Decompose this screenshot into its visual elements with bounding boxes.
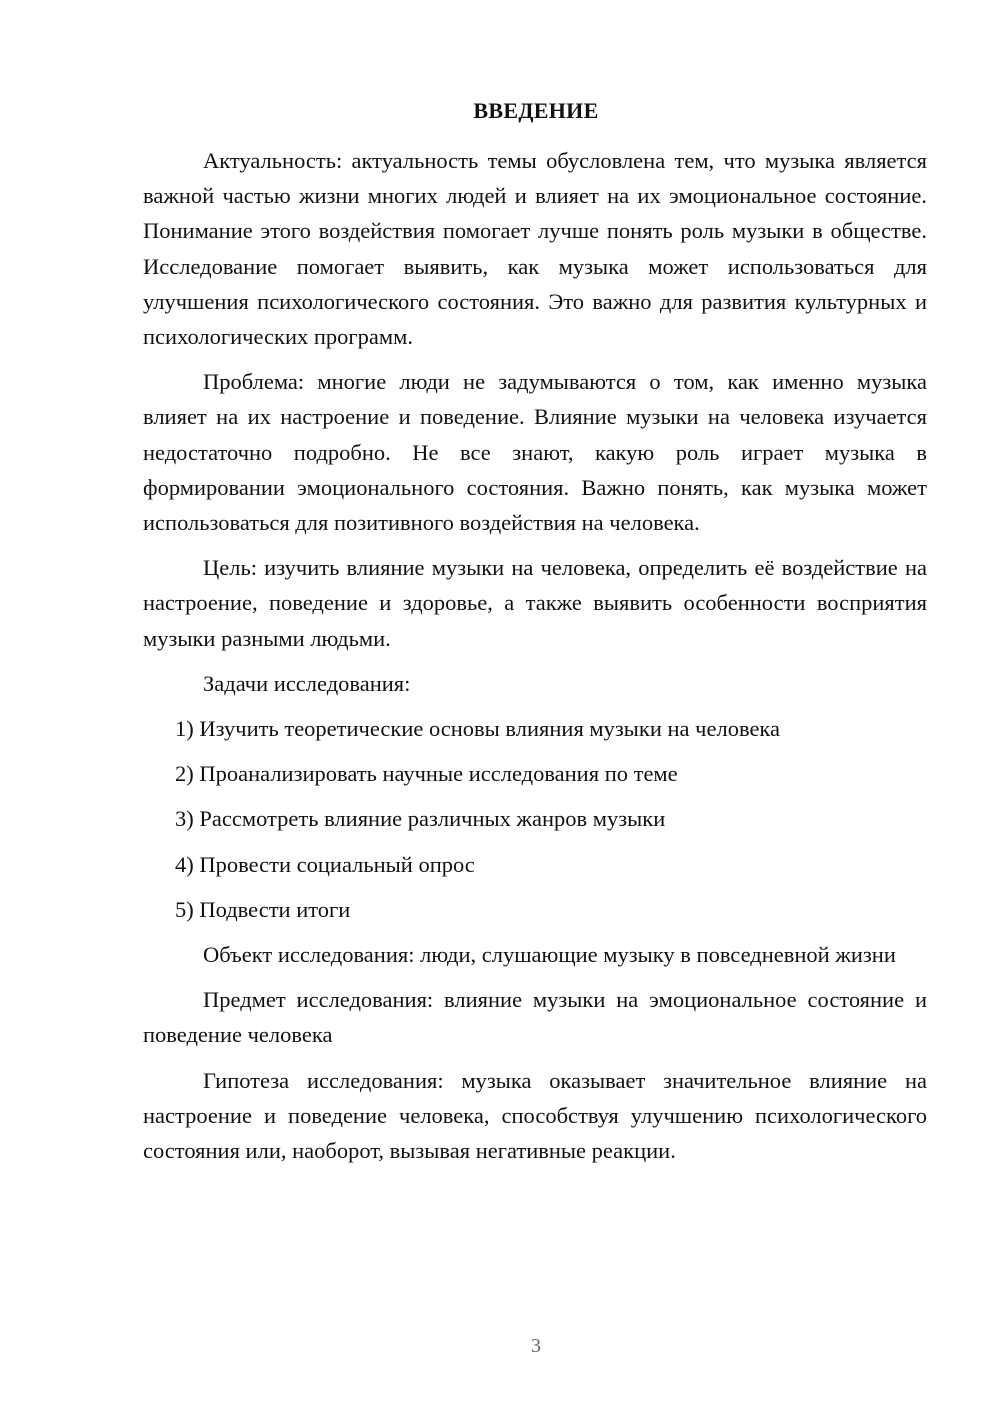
page-title: ВВЕДЕНИЕ [473,98,599,123]
relevance-paragraph: Актуальность: актуальность темы обусловлена тем, что музыка является важной частью жизни многих людей и влияет на их эмоциональное состояние. Понимание этого воздействия помогает лучше понять роль музыки в обществе. Исследование помогает выявить, как музыка может использоваться для улучшения психологического состояния. Это важно для развития культурных и психологических программ. [143,148,927,350]
task-item-5: 5) Подвести итоги [175,896,351,922]
tasks-heading: Задачи исследования: [203,670,411,696]
task-item-3: 3) Рассмотреть влияние различных жанров музыки [175,806,666,832]
page-number: 3 [531,1335,541,1357]
task-item-2: 2) Проанализировать научные исследования по теме [175,761,678,787]
object-paragraph: Объект исследования: люди, слушающие музыку в повседневной жизни [203,942,896,968]
hypothesis-paragraph: Гипотеза исследования: музыка оказывает значительное влияние на настроение и поведение человека, способствуя улучшению психологического состояния или, наоборот, вызывая негативные реакции. [143,1067,927,1164]
task-item-1: 1) Изучить теоретические основы влияния музыки на человека [175,716,781,742]
task-item-4: 4) Провести социальный опрос [175,851,475,877]
goal-paragraph: Цель: изучить влияние музыки на человека, определить её воздействие на настроение, поведение и здоровье, а также выявить особенности восприятия музыки разными людьми. [143,555,927,651]
problem-paragraph: Проблема: многие люди не задумываются о том, как именно музыка влияет на их настроение и поведение. Влияние музыки на человека изучается недостаточно подробно. Не все знают, какую роль играет музыка в формировании эмоционального состояния. Важно понять, как музыка может использоваться для позитивного воздействия на человека. [143,369,927,536]
document-body [143,143,927,1168]
subject-paragraph: Предмет исследования: влияние музыки на эмоциональное состояние и поведение человека [143,987,927,1048]
